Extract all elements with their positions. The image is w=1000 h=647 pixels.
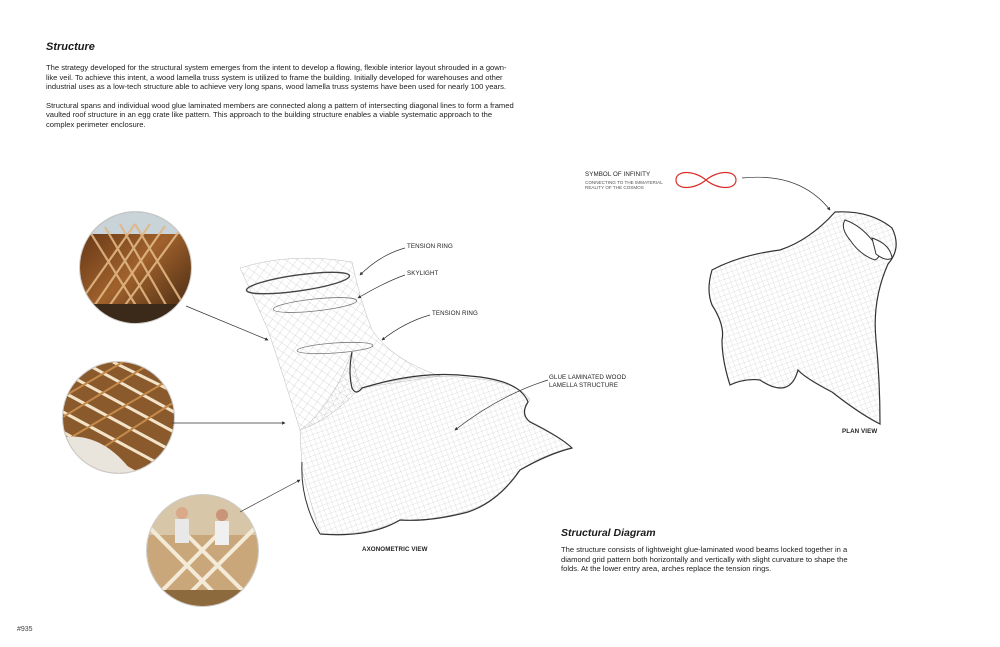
infinity-title: SYMBOL OF INFINITY bbox=[585, 171, 651, 178]
infinity-symbol bbox=[676, 173, 736, 188]
label-tension-ring-top: TENSION RING bbox=[407, 243, 453, 250]
label-tension-ring-mid: TENSION RING bbox=[432, 310, 478, 317]
label-axonometric-view: AXONOMETRIC VIEW bbox=[362, 546, 428, 553]
structure-paragraph-1: The strategy developed for the structural system emerges from the intent to develop a flowing, flexible interior layout shrouded in a gown-like veil. To achieve this intent, a wood lamella truss system is utilized to frame the building. Initially developed for warehouses and other industrial uses as a low-tech structure able to achieve very long spans, wood lamella truss systems have been used for nearly 100 years. bbox=[46, 63, 507, 92]
label-skylight: SKYLIGHT bbox=[407, 270, 439, 277]
axonometric-structure bbox=[240, 258, 572, 535]
infinity-sub-2: REALITY OF THE COSMOS bbox=[585, 185, 644, 190]
label-glulam bbox=[549, 374, 626, 389]
diagram-title: Structural Diagram bbox=[561, 527, 656, 539]
infinity-caption bbox=[585, 171, 663, 191]
label-plan-view: PLAN VIEW bbox=[842, 428, 878, 435]
diagram-text: The structure consists of lightweight glue-laminated wood beams locked together in a diamond grid pattern both horizontally and vertically with slight curvature to shape the folds. At the lower entry area, arches replace the tension rings. bbox=[561, 545, 848, 574]
infinity-sub-1: CONNECTING TO THE IMMATERIAL bbox=[585, 179, 663, 185]
label-glulam-line2: LAMELLA STRUCTURE bbox=[549, 381, 619, 389]
structure-paragraph-2: Structural spans and individual wood glue laminated members are connected along a pattern of intersecting diagonal lines to form a framed vaulted roof structure in an egg crate like pattern. This approach to the building structure enables a viable systematic approach to the complex perimeter enclosure. bbox=[46, 100, 514, 129]
diagram-section bbox=[561, 527, 861, 574]
structure-title: Structure bbox=[46, 41, 95, 53]
label-glulam-line1: GLUE LAMINATED WOOD bbox=[549, 374, 627, 381]
plan-view-structure bbox=[709, 212, 896, 424]
page-number: #935 bbox=[17, 626, 33, 633]
